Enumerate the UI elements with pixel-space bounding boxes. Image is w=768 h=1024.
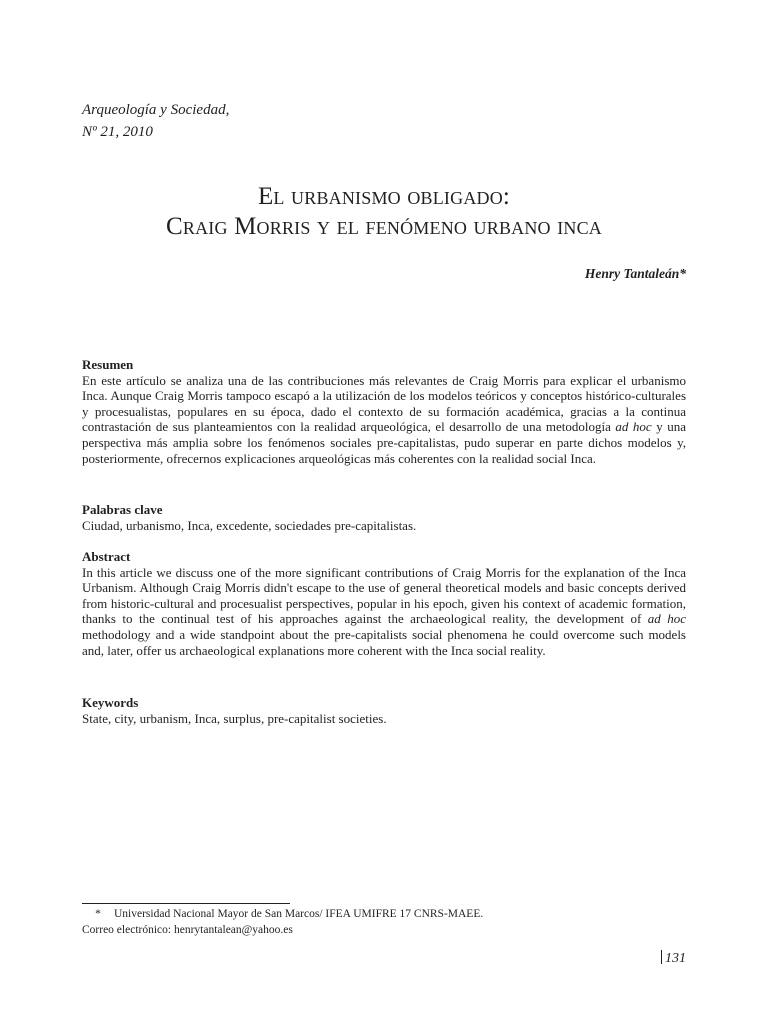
footnote-email[interactable]: Correo electrónico: henrytantalean@yahoo.es <box>82 924 293 936</box>
journal-issue: Nº 21, 2010 <box>82 124 153 140</box>
footnote <box>82 906 483 938</box>
abstract-heading: Abstract <box>82 549 131 564</box>
page-number <box>661 950 686 967</box>
footnote-mark: * <box>95 908 101 920</box>
article-title <box>82 182 686 242</box>
page-number-bar <box>661 950 662 964</box>
title-line-2: Craig Morris y el fenómeno urbano inca <box>165 213 602 240</box>
journal-name: Arqueología y Sociedad, <box>82 102 230 118</box>
footnote-divider <box>82 903 290 904</box>
abstract-italic: ad hoc <box>647 611 686 627</box>
author-name: Henry Tantaleán* <box>584 266 686 281</box>
palabras-clave-section <box>82 502 686 533</box>
title-line-1: El urbanismo obligado: <box>257 183 511 210</box>
abstract-section <box>82 549 686 658</box>
journal-header <box>82 99 229 143</box>
resumen-body <box>82 373 686 467</box>
keywords-heading: Keywords <box>82 695 139 710</box>
page-number-value: 131 <box>665 951 686 966</box>
palabras-clave-heading: Palabras clave <box>82 502 163 517</box>
resumen-italic: ad hoc <box>615 419 652 435</box>
footnote-affiliation-line <box>82 906 483 922</box>
footnote-affiliation: Universidad Nacional Mayor de San Marcos/ IFEA UMIFRE 17 CNRS-MAEE. <box>114 908 484 920</box>
palabras-clave-body: Ciudad, urbanismo, Inca, excedente, sociedades pre-capitalistas. <box>82 517 417 533</box>
abstract-text-2: methodology and a wide standpoint about the pre-capitalists social phenomena he could overcome such models and, later, offer us archaeological explanations more coherent with the Inca social reality. <box>82 626 686 658</box>
resumen-text-1: En este artículo se analiza una de las contribuciones más relevantes de Craig Morris para explicar el urbanismo Inca. Aunque Craig Morris tampoco escapó a la utilización de los modelos teóricos y conceptos histórico-culturales y procesualistas, populares en su época, dado el contexto de su formación académica, gracias a la continua contrastación de sus planteamientos con la realidad arqueológica, el desarrollo de una metodología <box>82 372 686 435</box>
abstract-text-1: In this article we discuss one of the more significant contributions of Craig Morris for the explanation of the Inca Urbanism. Although Craig Morris didn't escape to the use of general theoretical models and basic concepts derived from historic-cultural and procesualist perspectives, popular in his epoch, given his context of academic formation, thanks to the continual test of his approaches against the archaeological reality, the development of <box>82 564 686 627</box>
resumen-text-2: y una perspectiva más amplia sobre los fenómenos sociales pre-capitalistas, pudo superar en parte dichos modelos y, posteriormente, ofrecernos explicaciones arqueológicas más coherentes con la realidad social Inca. <box>82 419 686 466</box>
resumen-section <box>82 357 686 466</box>
abstract-body <box>82 565 686 659</box>
resumen-heading: Resumen <box>82 357 134 372</box>
keywords-body: State, city, urbanism, Inca, surplus, pre-capitalist societies. <box>82 710 387 726</box>
keywords-section <box>82 695 686 726</box>
